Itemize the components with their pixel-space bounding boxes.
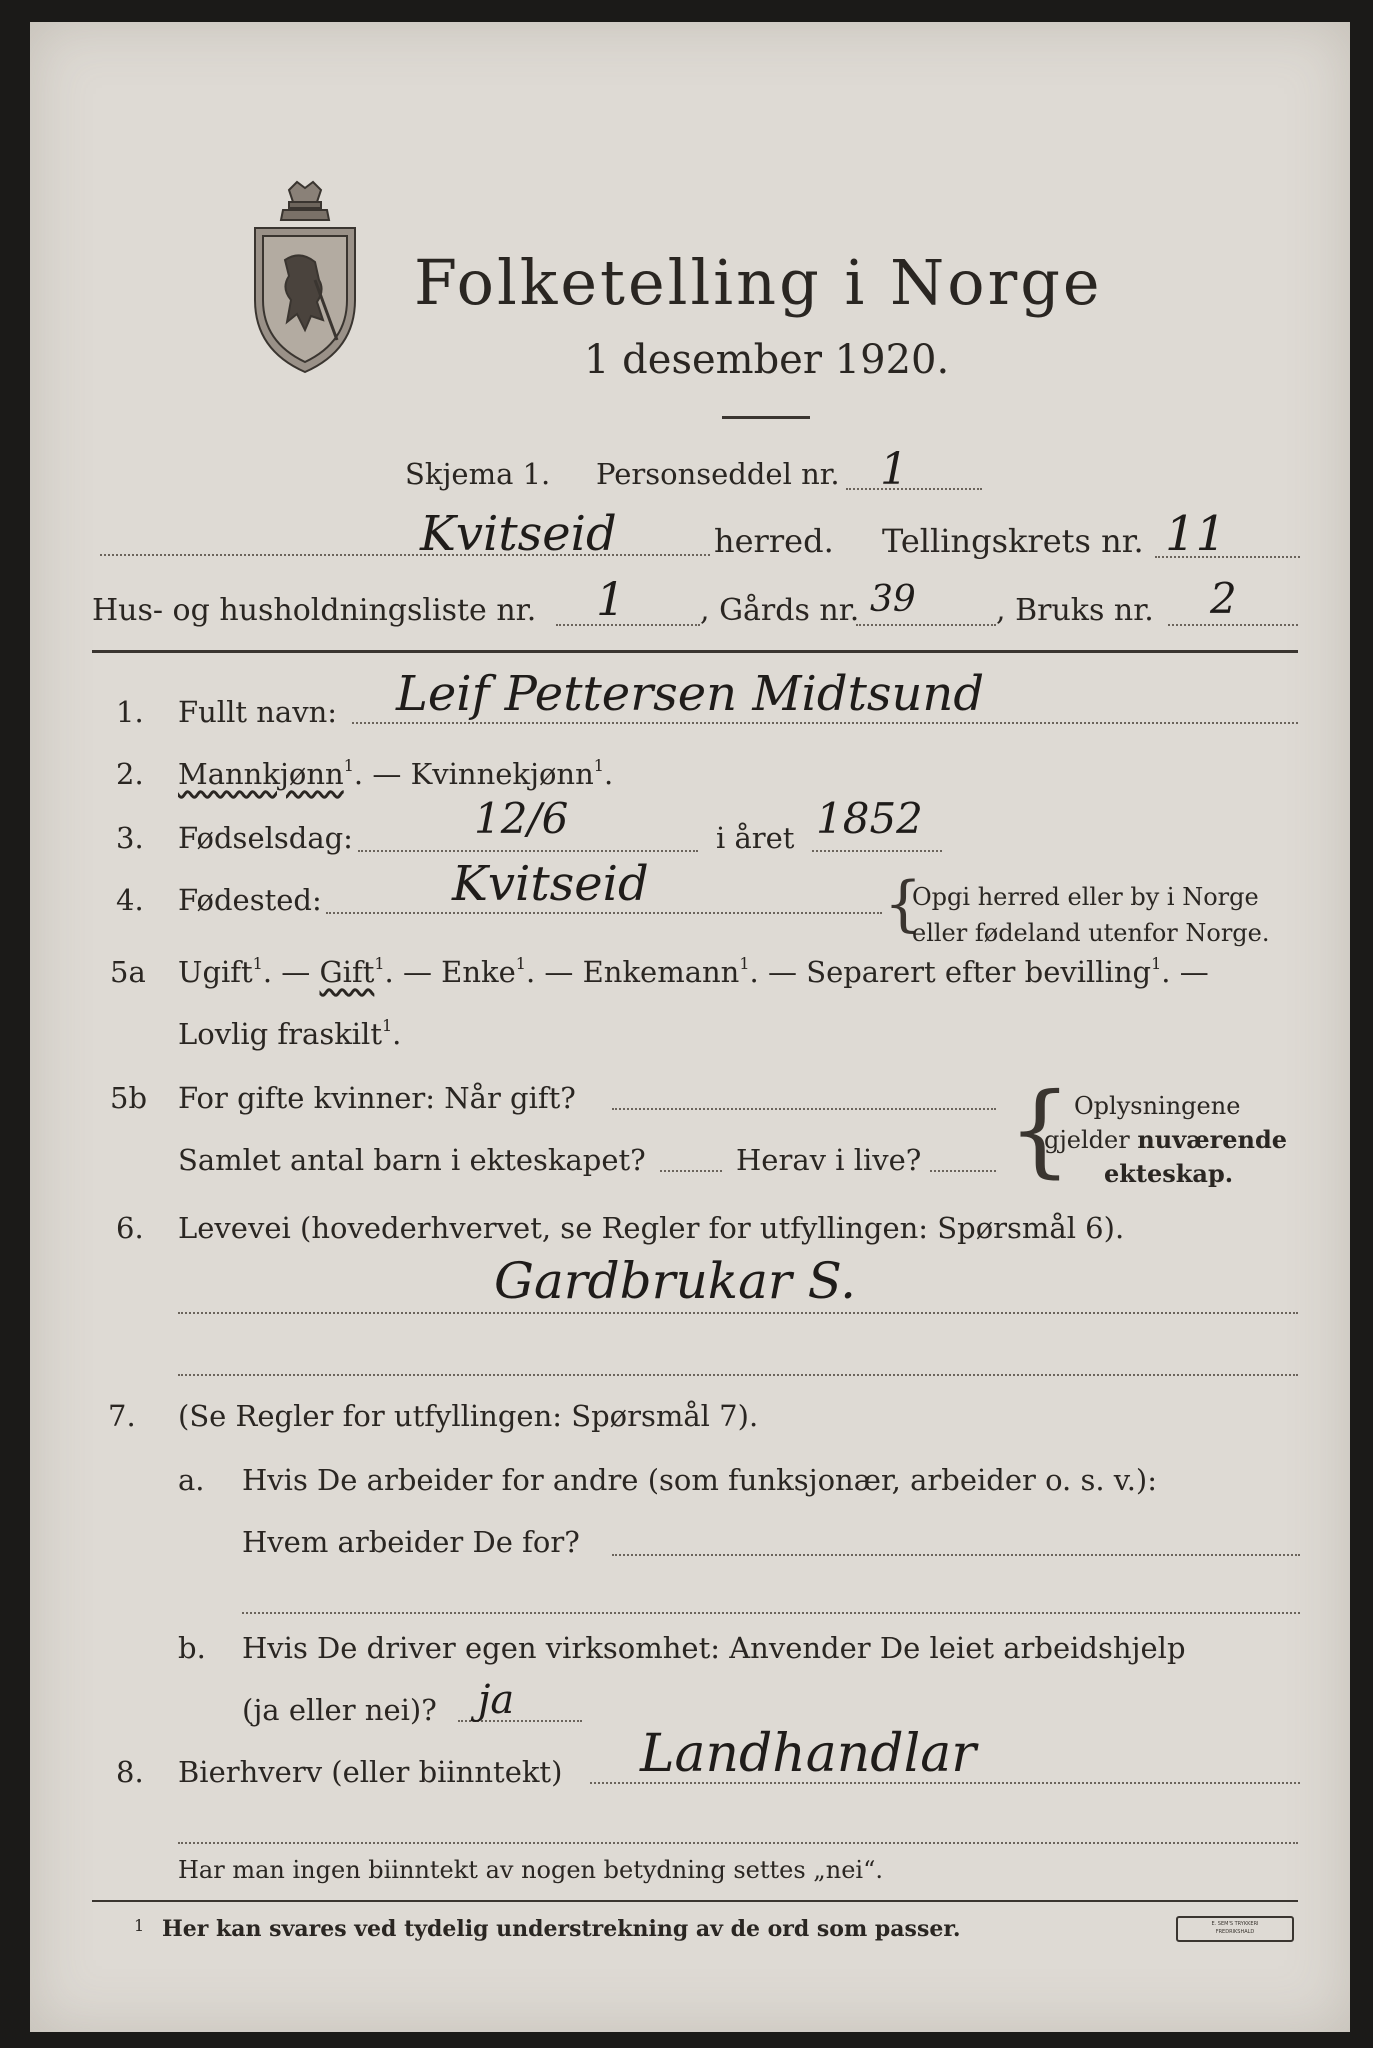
birthday-value: 12/6 (474, 794, 569, 843)
gift-option: Gift (319, 955, 375, 989)
herred-value: Kvitseid (420, 506, 617, 562)
birthplace-note-1: Opgi herred eller by i Norge (912, 883, 1259, 911)
birthplace-note-2: eller fødeland utenfor Norge. (912, 919, 1270, 947)
q1-label: Fullt navn: (178, 695, 338, 729)
q8-label: Bierhverv (eller biinntekt) (178, 1755, 563, 1789)
q4-note-brace: { (884, 869, 923, 939)
tellingskrets-label: Tellingskrets nr. (882, 522, 1144, 560)
q7b-letter: b. (178, 1631, 206, 1665)
personseddel-label: Personseddel nr. (596, 457, 840, 491)
hired-help-label: (ja eller nei)? (242, 1693, 437, 1727)
q7a-letter: a. (178, 1463, 205, 1497)
aret-label: i året (716, 821, 795, 855)
footnote: Her kan svares ved tydelig understrekning av de ord som passer. (162, 1916, 961, 1942)
q7-number: 7. (108, 1399, 136, 1433)
sex-options: Mannkjønn$^1$. — Kvinnekjønn$^1$. (178, 756, 614, 791)
children-alive-label: Herav i live? (736, 1143, 922, 1177)
norway-coat-of-arms-icon (245, 180, 365, 375)
q5b-number: 5b (110, 1081, 148, 1115)
full-name-value: Leif Pettersen Midtsund (396, 666, 985, 722)
q2-number: 2. (116, 757, 144, 791)
q5a-number: 5a (110, 955, 146, 989)
footnote-mark: 1 (134, 1916, 145, 1935)
hired-help-value: ja (478, 1677, 515, 1723)
gards-value: 39 (870, 579, 916, 620)
q1-number: 1. (116, 695, 144, 729)
q8-number: 8. (116, 1755, 144, 1789)
kvinnekjonn-option: Kvinnekjønn (410, 757, 594, 791)
q7b-text: Hvis De driver egen virksomhet: Anvender De leiet arbeidshjelp (242, 1631, 1186, 1665)
q7a-text: Hvis De arbeider for andre (som funksjonær, arbeider o. s. v.): (242, 1463, 1158, 1497)
herred-label: herred. (714, 522, 834, 560)
employer-label: Hvem arbeider De for? (242, 1525, 580, 1559)
title-divider (722, 416, 810, 419)
birth-year-value: 1852 (816, 794, 923, 843)
mannkjonn-option: Mannkjønn (178, 757, 344, 791)
children-total-label: Samlet antal barn i ekteskapet? (178, 1143, 646, 1177)
husholdningsliste-value: 1 (596, 572, 626, 626)
form-title: Folketelling i Norge (414, 246, 1103, 319)
footnote-divider (92, 1900, 1298, 1902)
husholdningsliste-label: Hus- og husholdningsliste nr. (92, 593, 537, 628)
q5b-note-3: ekteskap. (1104, 1159, 1234, 1188)
census-date: 1 desember 1920. (584, 337, 950, 383)
printer-stamp: E. SEM'S TRYKKERI FREDRIKSHALD (1176, 1916, 1294, 1942)
q5b-note-2: gjelder nuværende (1044, 1125, 1288, 1154)
q5b-note-1: Oplysningene (1074, 1092, 1241, 1120)
lovlig-fraskilt-option: Lovlig fraskilt$^1$. (178, 1016, 402, 1051)
q6-label: Levevei (hovederhvervet, se Regler for utfyllingen: Spørsmål 6). (178, 1211, 1125, 1245)
no-income-note: Har man ingen biinntekt av nogen betydning settes „nei“. (178, 1856, 883, 1884)
occupation-value: Gardbrukar S. (494, 1252, 857, 1310)
married-when-label: For gifte kvinner: Når gift? (178, 1081, 576, 1115)
birthplace-value: Kvitseid (452, 856, 649, 912)
bruks-value: 2 (1210, 574, 1237, 623)
marital-status-options: Ugift$^1$. — Gift$^1$. — Enke$^1$. — Enkemann$^1$. — Separert efter bevilling$^1$. — (178, 954, 1209, 989)
tellingskrets-value: 11 (1165, 506, 1227, 562)
q4-number: 4. (116, 883, 144, 917)
bruks-label: , Bruks nr. (996, 593, 1154, 628)
q5b-note-brace: { (1008, 1071, 1072, 1188)
personseddel-value: 1 (880, 444, 908, 495)
q3-number: 3. (116, 821, 144, 855)
skjema-label: Skjema 1. (405, 457, 551, 491)
q7-label: (Se Regler for utfyllingen: Spørsmål 7). (178, 1399, 759, 1433)
q4-label: Fødested: (178, 883, 322, 917)
gards-label: , Gårds nr. (700, 593, 860, 628)
header-divider (92, 650, 1298, 653)
side-income-value: Landhandlar (640, 1724, 977, 1784)
q6-number: 6. (116, 1211, 144, 1245)
q3-label: Fødselsdag: (178, 821, 353, 855)
